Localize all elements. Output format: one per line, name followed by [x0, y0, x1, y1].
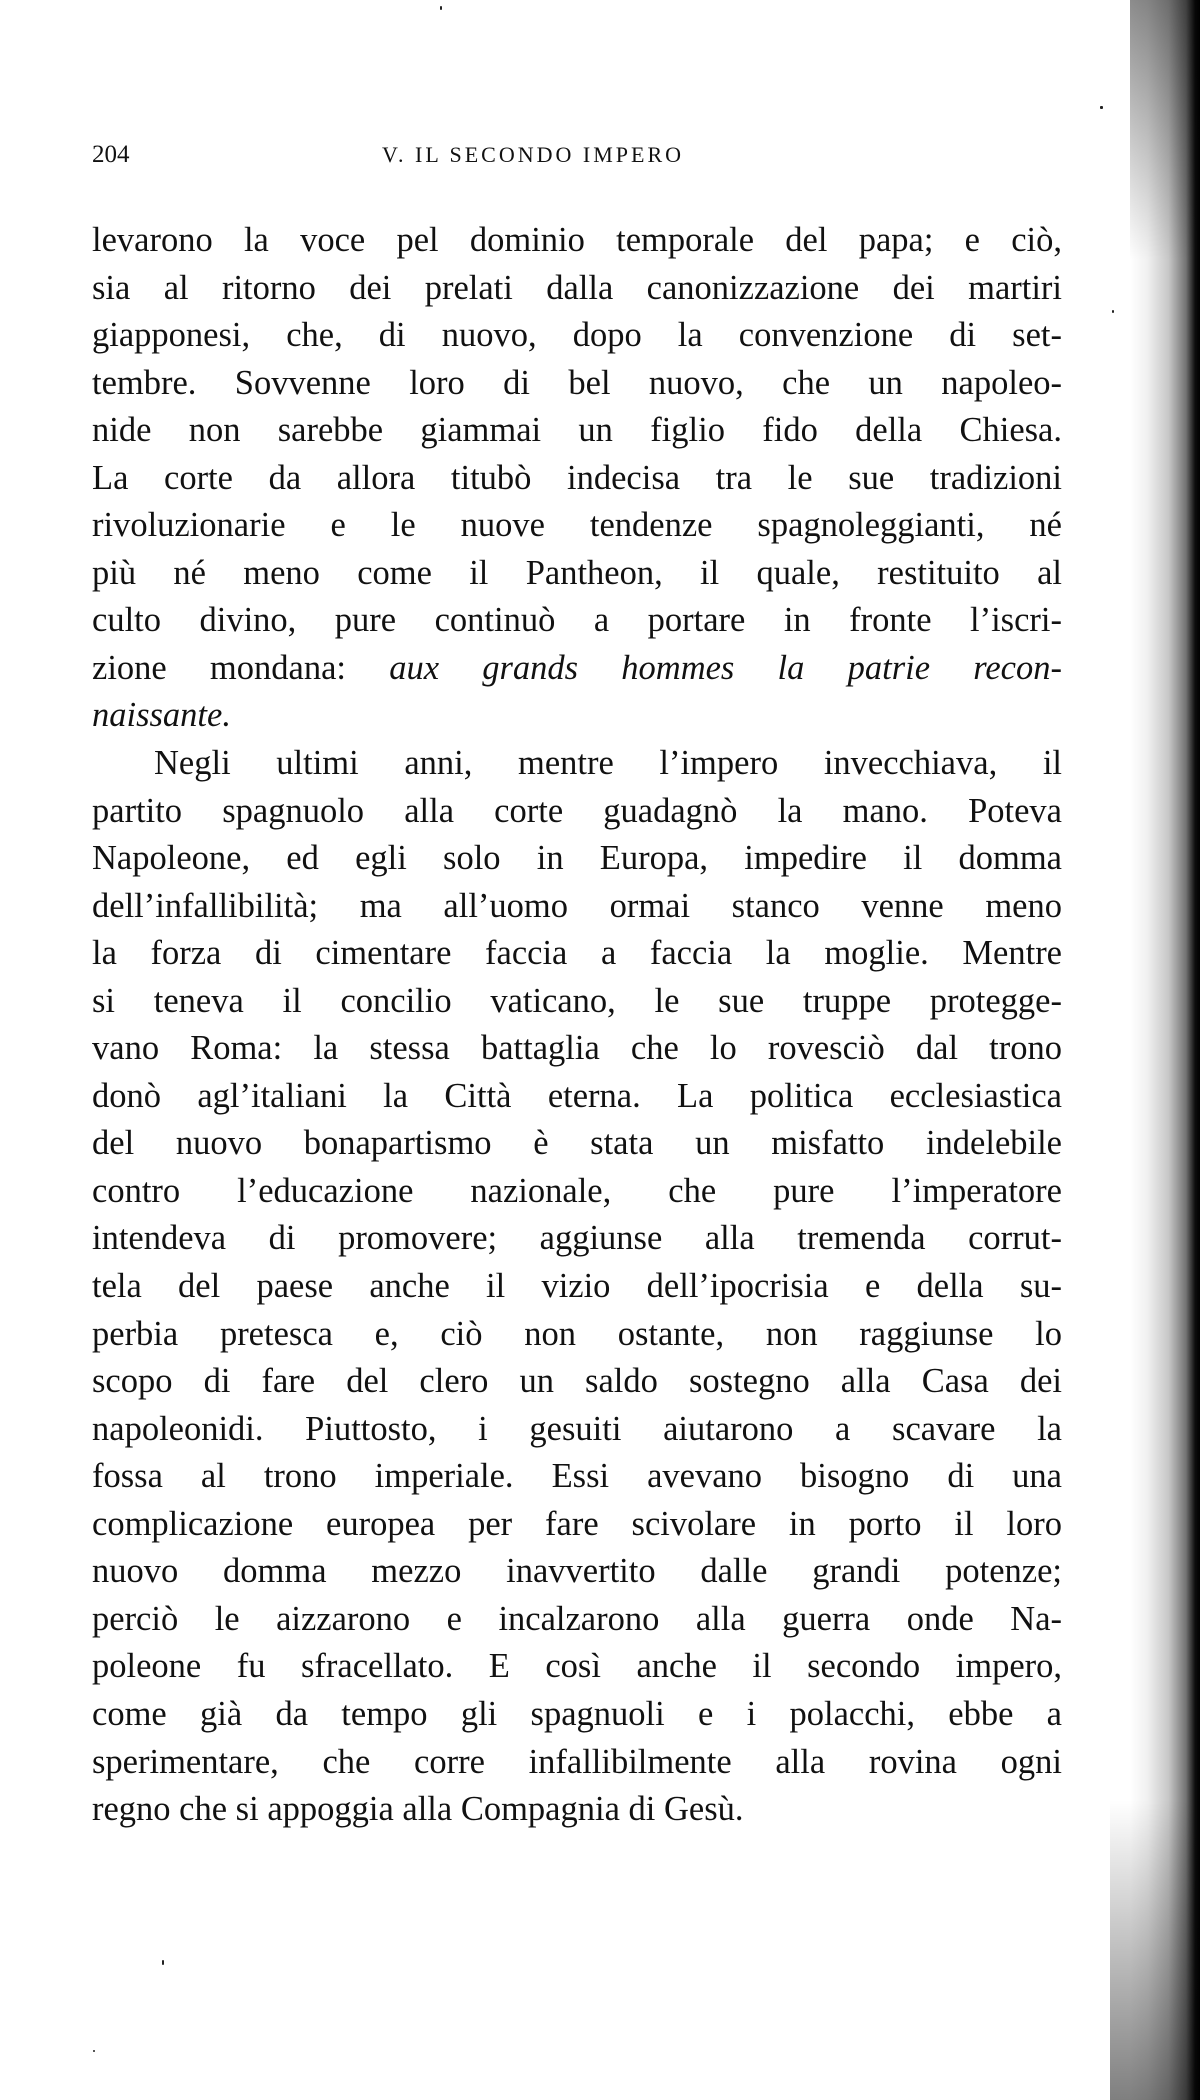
text-line: complicazione europea per fare scivolare in porto il loro	[92, 1504, 1062, 1543]
text-line: perciò le aizzarono e incalzarono alla guerra onde Na-	[92, 1599, 1062, 1638]
text-line: partito spagnuolo alla corte guadagnò la mano. Poteva	[92, 791, 1062, 830]
scan-speck	[93, 2050, 95, 2052]
text-line: donò agl’italiani la Città eterna. La politica ecclesiastica	[92, 1076, 1062, 1115]
text-line: tela del paese anche il vizio dell’ipocrisia e della su-	[92, 1267, 1062, 1306]
text-line: dell’infallibilità; ma all’uomo ormai stanco venne meno	[92, 886, 1062, 925]
text-line: levarono la voce pel dominio temporale del papa; e ciò,	[92, 221, 1062, 259]
text-line: nuovo domma mezzo inavvertito dalle grandi potenze;	[92, 1552, 1062, 1591]
scan-speck	[440, 6, 442, 10]
text-line: sperimentare, che corre infallibilmente alla rovina ogni	[92, 1742, 1062, 1781]
text-line: tembre. Sovvenne loro di bel nuovo, che un napoleo-	[92, 363, 1062, 402]
text-line: come già da tempo gli spagnuoli e i polacchi, ebbe a	[92, 1694, 1062, 1733]
text-line: si teneva il concilio vaticano, le sue truppe protegge-	[92, 981, 1062, 1020]
text-line	[92, 692, 1062, 740]
text-line: poleone fu sfracellato. E così anche il secondo impero,	[92, 1647, 1062, 1686]
text-line: napoleonidi. Piuttosto, i gesuiti aiutarono a scavare la	[92, 1409, 1062, 1448]
page-edge-shadow-bottom	[1110, 1800, 1200, 2100]
text-line: scopo di fare del clero un saldo sostegno alla Casa dei	[92, 1362, 1062, 1401]
text-line	[92, 645, 1062, 693]
text-line: perbia pretesca e, ciò non ostante, non raggiunse lo	[92, 1314, 1062, 1353]
text-line: Negli ultimi anni, mentre l’impero invecchiava, il	[154, 744, 1062, 783]
text-line: fossa al trono imperiale. Essi avevano bisogno di una	[92, 1457, 1062, 1496]
text-line: contro l’educazione nazionale, che pure l’imperatore	[92, 1171, 1062, 1210]
text-line: regno che si appoggia alla Compagnia di Gesù.	[92, 1790, 744, 1829]
text-line: giapponesi, che, di nuovo, dopo la convenzione di set-	[92, 316, 1062, 355]
running-head	[92, 138, 1062, 172]
italic-quote: naissante.	[92, 696, 231, 735]
text-line: La corte da allora titubò indecisa tra le sue tradizioni	[92, 458, 1062, 497]
scan-speck	[1100, 106, 1103, 109]
scan-speck	[162, 1960, 164, 1965]
text-line: sia al ritorno dei prelati dalla canonizzazione dei martiri	[92, 268, 1062, 307]
page-edge-shadow	[1130, 0, 1200, 2100]
chapter-title: V. IL SECONDO IMPERO	[382, 142, 685, 167]
italic-quote: aux grands hommes la patrie recon-	[389, 648, 1062, 687]
page-number: 204	[92, 141, 130, 168]
text-line: Napoleone, ed egli solo in Europa, impedire il domma	[92, 839, 1062, 878]
text-line: rivoluzionarie e le nuove tendenze spagnoleggianti, né	[92, 506, 1062, 545]
text-line: più né meno come il Pantheon, il quale, restituito al	[92, 553, 1062, 592]
page-edge-shadow-top	[1130, 0, 1200, 260]
text-line-roman: zione mondana:	[92, 648, 390, 687]
text-line: nide non sarebbe giammai un figlio fido della Chiesa.	[92, 411, 1062, 450]
text-line: la forza di cimentare faccia a faccia la moglie. Mentre	[92, 934, 1062, 973]
text-line: del nuovo bonapartismo è stata un misfatto indelebile	[92, 1124, 1062, 1163]
body-text	[92, 217, 1062, 1834]
scan-speck	[1112, 310, 1114, 313]
text-line: culto divino, pure continuò a portare in fronte l’iscri-	[92, 601, 1062, 640]
text-line: vano Roma: la stessa battaglia che lo rovesciò dal trono	[92, 1029, 1062, 1068]
text-line: intendeva di promovere; aggiunse alla tremenda corrut-	[92, 1219, 1062, 1258]
